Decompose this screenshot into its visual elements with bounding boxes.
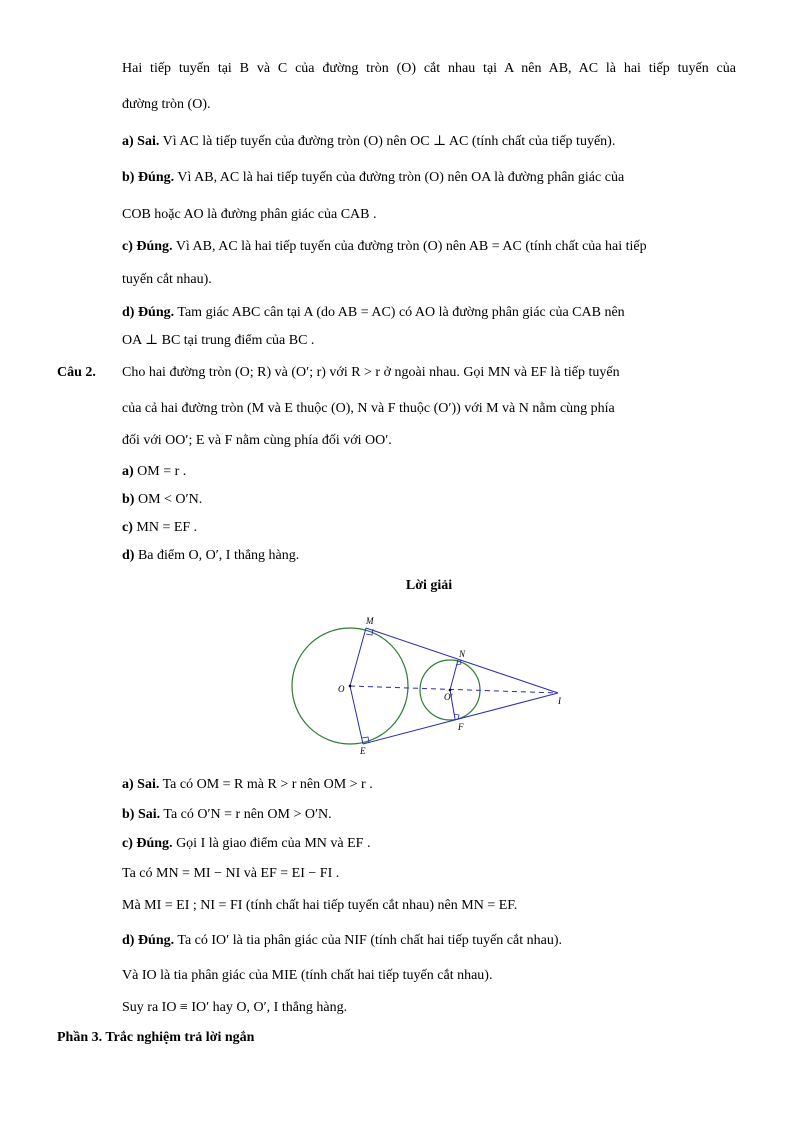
label-I: I [558,696,561,706]
answer-label: c) Đúng. [122,239,173,254]
solution-prev-line-2: đường tròn (O). [122,97,211,112]
question-label: Câu 2. [57,365,96,380]
option-text: OM < O′N. [137,492,203,507]
option-text: MN = EF . [136,520,198,535]
answer-text: Ta có O′N = r nên OM > O′N. [163,807,332,822]
solution-c-line-3: Mà MI = EI ; NI = FI (tính chất hai tiếp tuyến cắt nhau) nên MN = EF. [122,898,518,913]
solution-a [122,775,373,795]
point-O-prime [449,689,452,692]
answer-text: Gọi I là giao điểm của MN và EF . [176,836,371,851]
question-text-3: đối với OO′; E và F nằm cùng phía đối với OO′. [122,433,392,448]
prev-answer-b-cont: COB hoặc AO là đường phân giác của CAB . [122,207,377,222]
solution-prev-line-1: Hai tiếp tuyến tại B và C của đường tròn (O) cắt nhau tại A nên AB, AC là hai tiếp tuyến của [122,61,736,76]
point-O [349,685,352,688]
answer-text: Vì AB, AC là hai tiếp tuyến của đường tròn (O) nên OA là đường phân giác của [177,170,625,185]
label-N: N [459,649,466,659]
radius-OM [350,628,366,686]
label-M: M [366,616,374,626]
solution-b [122,805,332,825]
answer-label: b) Sai. [122,807,161,822]
label-E: E [360,746,366,756]
solution-title: Lời giải [405,578,453,593]
option-label: d) [122,548,135,563]
solution-c [122,834,370,854]
answer-label: d) Đúng. [122,933,175,948]
tangent-EF [363,693,558,744]
label-F: F [458,722,464,732]
option-text: Ba điểm O, O′, I thẳng hàng. [137,548,300,563]
label-O-prime: O′ [444,692,453,702]
answer-text: Vì AC là tiếp tuyến của đường tròn (O) nên OC ⊥ AC (tính chất của tiếp tuyến). [162,134,616,149]
option-label: c) [122,520,133,535]
answer-label: b) Đúng. [122,170,175,185]
answer-label: c) Đúng. [122,836,173,851]
answer-label: d) Đúng. [122,305,175,320]
solution-d [122,931,562,951]
prev-answer-c-cont: tuyến cắt nhau). [122,272,212,287]
option-text: OM = r . [137,464,187,479]
solution-d-line-3: Suy ra IO ≡ IO′ hay O, O′, I thẳng hàng. [122,1000,348,1015]
answer-label: a) Sai. [122,134,160,149]
solution-c-line-2: Ta có MN = MI − NI và EF = EI − FI . [122,866,340,881]
tangent-MN [366,628,558,693]
answer-text: Tam giác ABC cân tại A (do AB = AC) có AO là đường phân giác của CAB nên [177,305,625,320]
answer-text: Vì AB, AC là hai tiếp tuyến của đường tròn (O) nên AB = AC (tính chất của hai tiếp [175,239,647,254]
answer-text: Ta có OM = R mà R > r nên OM > r . [162,777,373,792]
answer-label: a) Sai. [122,777,160,792]
question-text-1: Cho hai đường tròn (O; R) và (O′; r) với R > r ở ngoài nhau. Gọi MN và EF là tiếp tuyến [122,365,620,380]
prev-answer-d-cont: OA ⊥ BC tại trung điểm của BC . [122,333,315,348]
answer-text: Ta có IO′ là tia phân giác của NIF (tính chất hai tiếp tuyến cắt nhau). [177,933,562,948]
center-line-OI [350,686,558,693]
solution-d-line-2: Và IO là tia phân giác của MIE (tính chất hai tiếp tuyến cắt nhau). [122,968,493,983]
question-text-2: của cả hai đường tròn (M và E thuộc (O), N và F thuộc (O′)) với M và N nằm cùng phía [122,401,615,416]
option-label: b) [122,492,135,507]
section-title: Phần 3. Trắc nghiệm trả lời ngắn [57,1030,255,1045]
label-O: O [338,684,345,694]
option-label: a) [122,464,134,479]
radius-OE [350,686,363,744]
